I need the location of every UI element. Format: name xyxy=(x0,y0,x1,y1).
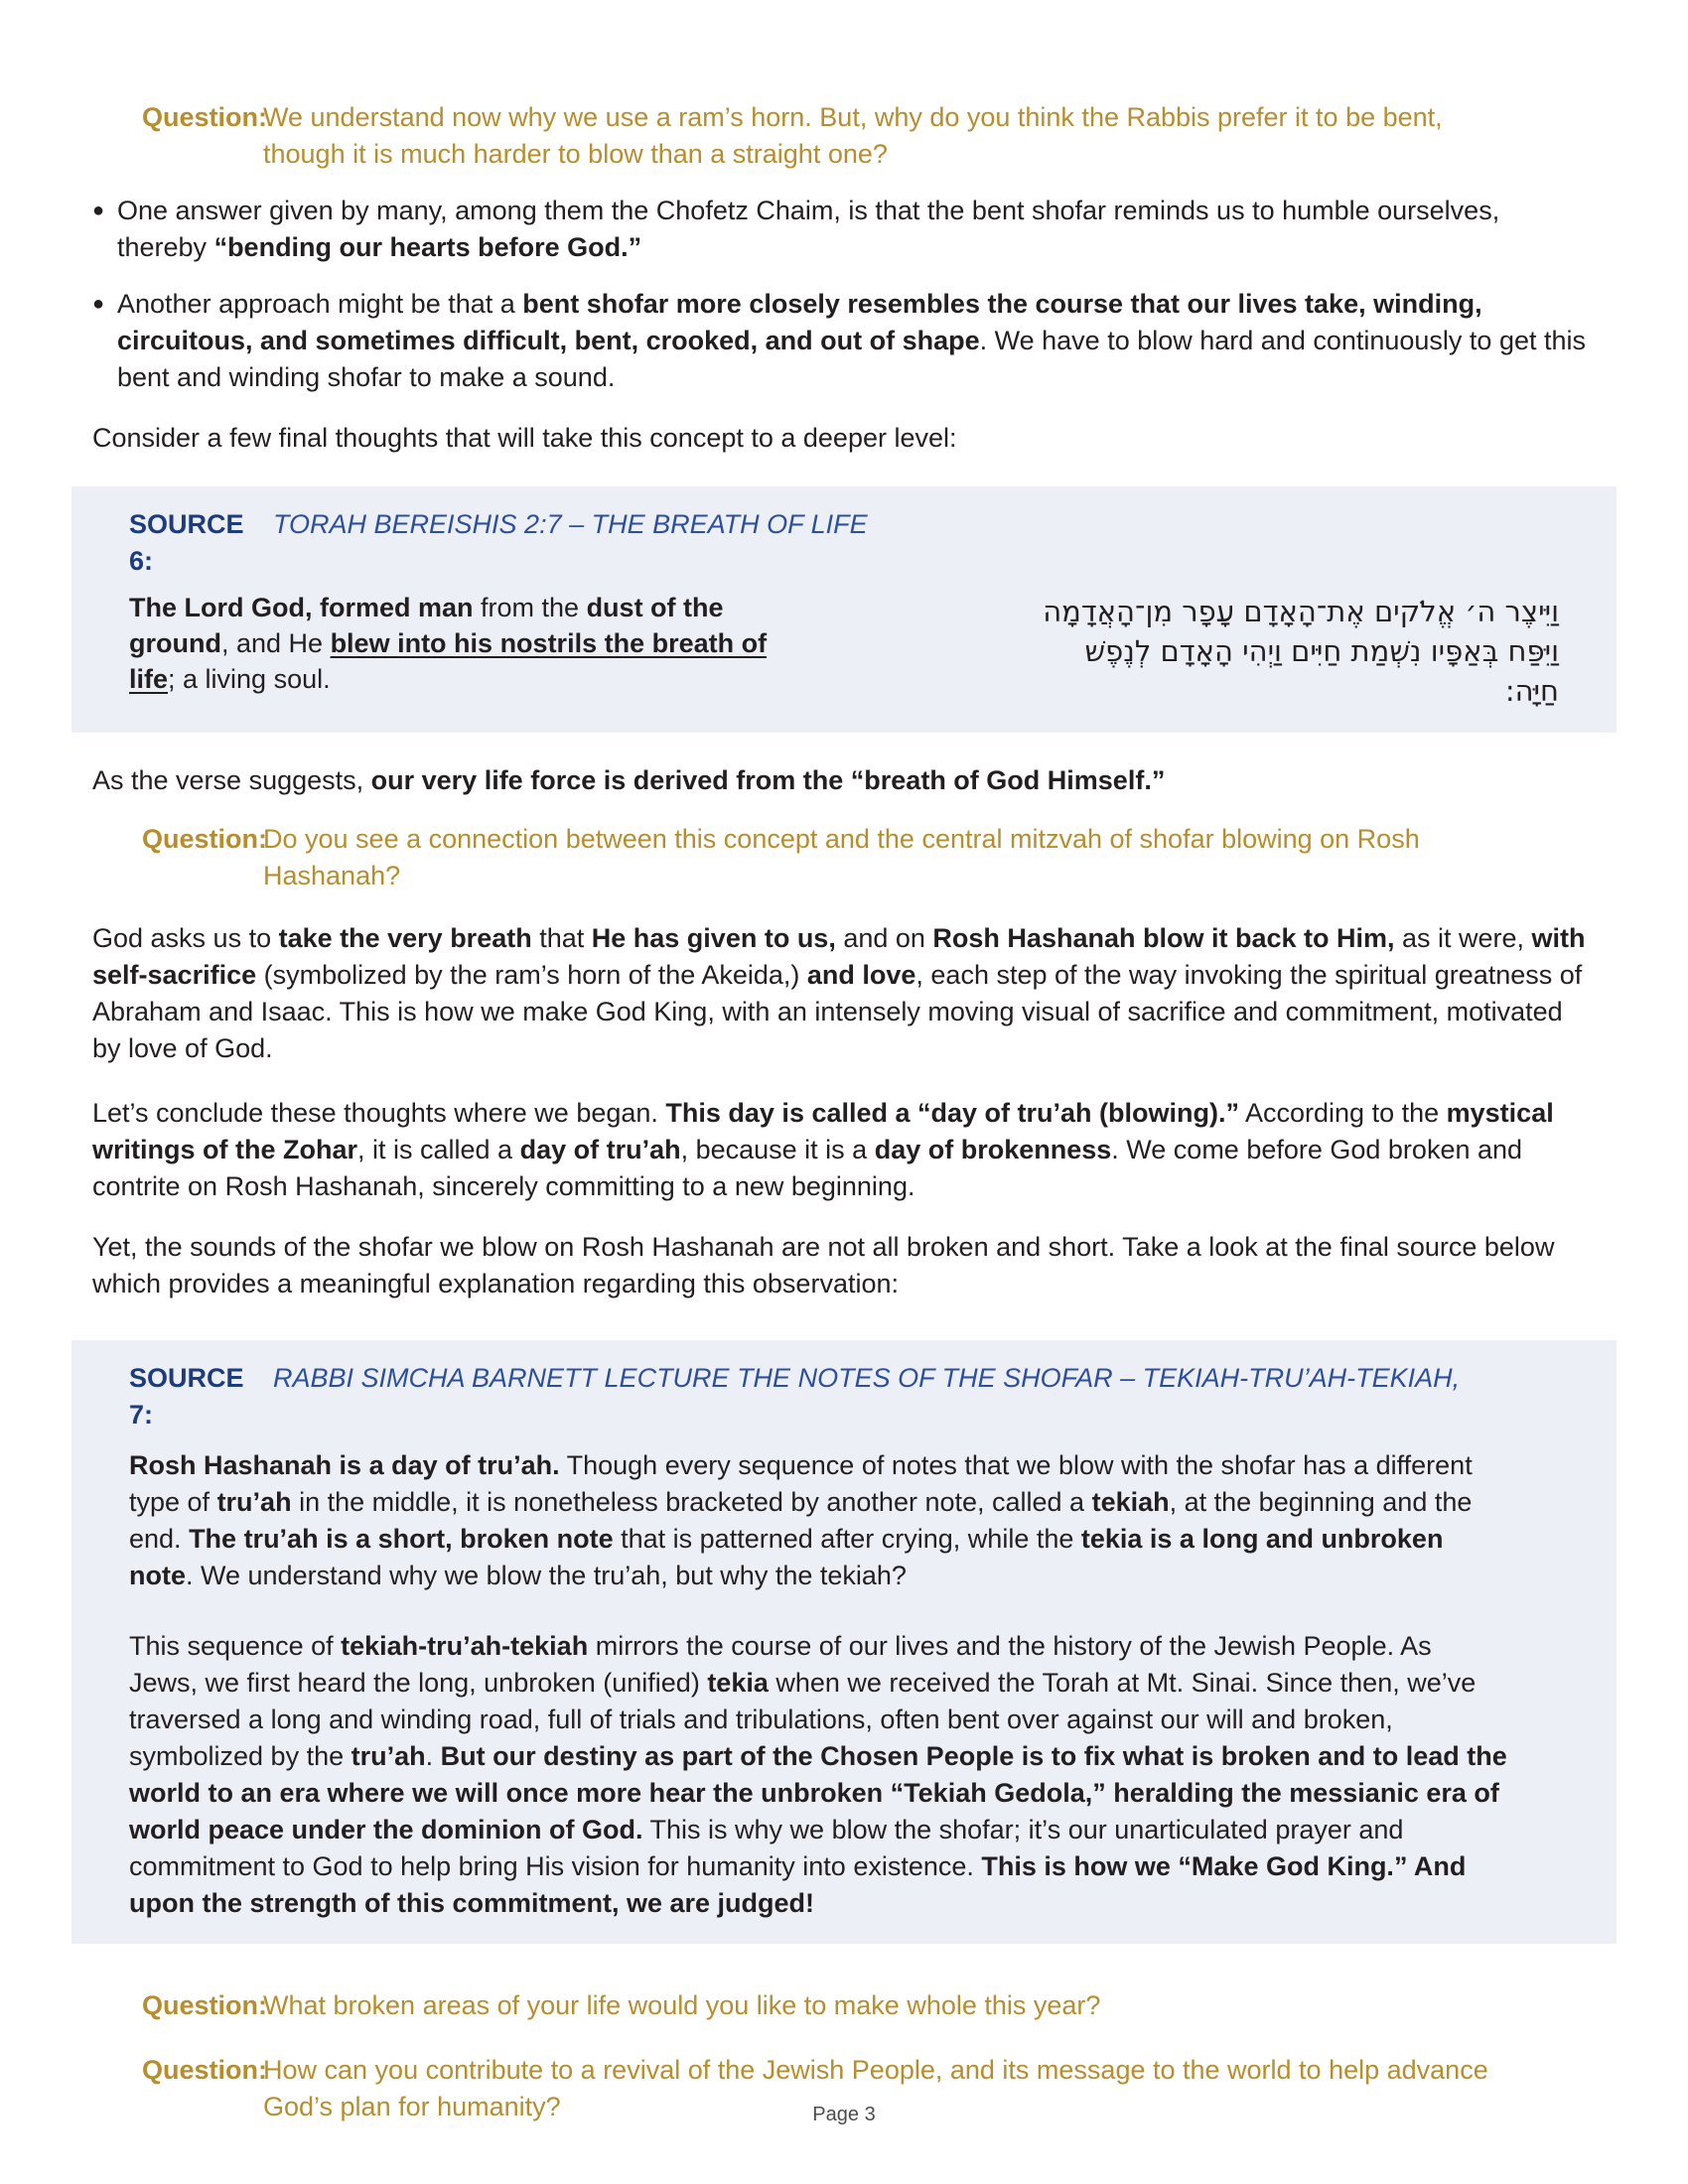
source-7-title: RABBI SIMCHA BARNETT LECTURE THE NOTES OF THE SHOFAR – TEKIAH-TRU’AH-TEKIAH, xyxy=(273,1363,1461,1393)
paragraph-god-asks: God asks us to take the very breath that He has given to us, and on Rosh Hashanah blow it back to Him, as it were, with self-sacrifice (symbolized by the ram’s horn of the Akeida,) and love, each step of the way invoking the spiritual greatness of Abraham and Isaac. This is how we make God King, with an intensely moving visual of sacrifice and commitment, motivated by love of God. xyxy=(92,923,1586,1063)
paragraph-yet: Yet, the sounds of the shofar we blow on Rosh Hashanah are not all broken and short. Take a look at the final source below which provides a meaningful explanation regarding this observation: xyxy=(92,1232,1555,1298)
question-text: We understand now why we use a ram’s horn. But, why do you think the Rabbis prefer it to be bent, though it is much harder to blow than a straight one? xyxy=(263,102,1443,169)
footer-page-number: Page 3 xyxy=(812,2104,876,2125)
question-block-1 xyxy=(92,99,1596,173)
source-6-label: SOURCE 6: xyxy=(129,509,244,576)
source-7-label: SOURCE 7: xyxy=(129,1363,244,1430)
bullet-item-1 xyxy=(92,193,1596,266)
bullet-text: Another approach might be that a bent shofar more closely resembles the course that our lives take, winding, circuitous, and sometimes difficult, bent, crooked, and out of shape. We have to blow hard and continuously to get this bent and winding shofar to make a sound. xyxy=(117,289,1586,392)
source-box-7 xyxy=(71,1340,1617,1944)
paragraph-consider: Consider a few final thoughts that will take this concept to a deeper level: xyxy=(92,423,957,453)
question-block-3 xyxy=(92,1987,1596,2024)
paragraph-conclude: Let’s conclude these thoughts where we began. This day is called a “day of tru’ah (blowing).” According to the mystical writings of the Zohar, it is called a day of tru’ah, because it is a day of brokenness. We come before God broken and contrite on Rosh Hashanah, sincerely committing to a new beginning. xyxy=(92,1098,1554,1201)
question-label: Question: xyxy=(142,2055,267,2085)
source-6-english-text: The Lord God, formed man from the dust of the ground, and He blew into his nostrils the breath of life; a living soul. xyxy=(129,593,768,694)
source-6-hebrew-text: וַיִּיצֶר ה׳ אֱלֹקים אֶת־הָאָדָם עָפָר מִן־הָאֲדָמָה וַיִּפַּח בְּאַפָּיו נִשְׁמַת חַיִּים וַיְהִי הָאָדָם לְנֶפֶשׁ חַיָּה: xyxy=(1043,595,1559,708)
bullet-item-2 xyxy=(92,286,1596,396)
source-7-header xyxy=(129,1360,1507,1433)
source-6-title: TORAH BEREISHIS 2:7 – THE BREATH OF LIFE xyxy=(273,509,868,539)
source-6-body xyxy=(129,590,1559,711)
question-label: Question: xyxy=(142,1990,267,2020)
question-text: Do you see a connection between this concept and the central mitzvah of shofar blowing on Rosh Hashanah? xyxy=(263,824,1420,890)
question-label: Question: xyxy=(142,102,267,132)
source-6-header xyxy=(129,506,1559,580)
source-box-6 xyxy=(71,486,1617,733)
question-label: Question: xyxy=(142,824,267,854)
bullet-text: One answer given by many, among them the Chofetz Chaim, is that the bent shofar reminds us to humble ourselves, thereby “bending our hearts before God.” xyxy=(117,196,1500,262)
paragraph-verse: As the verse suggests, our very life force is derived from the “breath of God Himself.” xyxy=(92,765,1166,795)
source-7-paragraph-1: Rosh Hashanah is a day of tru’ah. Though every sequence of notes that we blow with the shofar has a different type of tru’ah in the middle, it is nonetheless bracketed by another note, called a tekiah, at the beginning and the end. The tru’ah is a short, broken note that is patterned after crying, while the tekia is a long and unbroken note. We understand why we blow the tru’ah, but why the tekiah? xyxy=(129,1450,1473,1590)
bullet-icon: ● xyxy=(92,200,105,221)
question-text: How can you contribute to a revival of the Jewish People, and its message to the world to help advance God’s plan for humanity? xyxy=(263,2055,1488,2121)
question-block-2 xyxy=(92,821,1596,894)
bullet-icon: ● xyxy=(92,293,105,315)
question-text: What broken areas of your life would you like to make whole this year? xyxy=(263,1990,1101,2020)
source-7-paragraph-2: This sequence of tekiah-tru’ah-tekiah mirrors the course of our lives and the history of the Jewish People. As Jews, we first heard the long, unbroken (unified) tekia when we received the Torah at Mt. Sinai. Since then, we’ve traversed a long and winding road, full of trials and tribulations, often bent over against our will and broken, symbolized by the tru’ah. But our destiny as part of the Chosen People is to fix what is broken and to lead the world to an era where we will once more hear the unbroken “Tekiah Gedola,” heralding the messianic era of world peace under the dominion of God. This is why we blow the shofar; it’s our unarticulated prayer and commitment to God to help bring His vision for humanity into existence. This is how we “Make God King.” And upon the strength of this commitment, we are judged! xyxy=(129,1631,1507,1918)
